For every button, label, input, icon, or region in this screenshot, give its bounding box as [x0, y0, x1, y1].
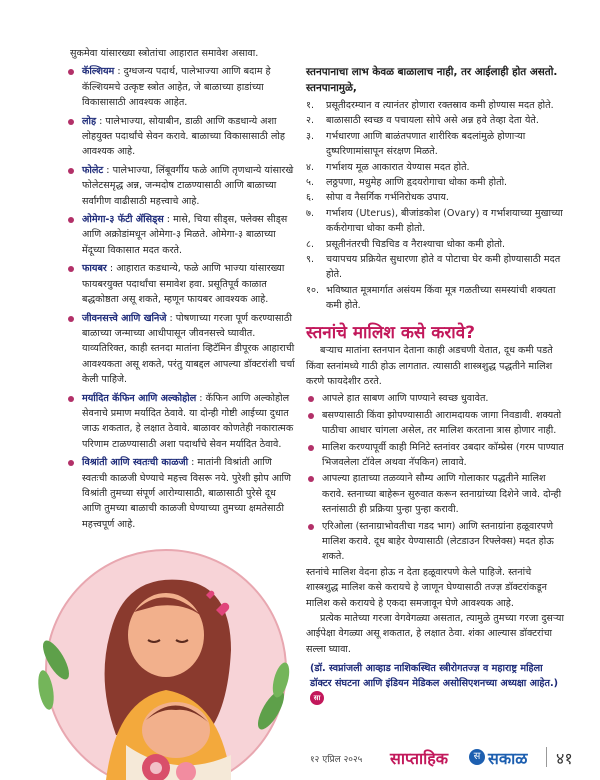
list-item — [306, 160, 564, 175]
item-text: : पालेभाज्या, सोयाबीन, डाळी आणि कडधान्ये अशा लोहयुक्त पदार्थांचे सेवन करावे. बाळाच्या विकासासाठी लोह आवश्यक आहे. — [82, 115, 285, 158]
item-term: मर्यादित कॅफिन आणि अल्कोहोल — [82, 392, 197, 404]
paragraph: प्रत्येक मातेच्या गरजा वेगवेगळ्या असतात, त्यामुळे तुमच्या गरजा दुसऱ्या आईपेक्षा वेगळ्या असू शकतात, हे लक्षात ठेवा. शंका आल्यास डॉक्टरांचा सल्ला घ्यावा. — [306, 613, 564, 655]
bullet-icon — [308, 445, 314, 451]
benefits-list — [306, 98, 564, 314]
item-text: चयापचय प्रक्रियेत सुधारणा होते व पोटाचा घेर कमी होण्यासाठी मदत होते. — [326, 254, 561, 281]
item-text: : पालेभाज्या, लिंबूवर्गीय फळे आणि तृणधान्ये यांसारखे फोलेटसमृद्ध अन्न, जन्मदोष टाळण्यासाठी आणि बाळाच्या सर्वांगीण वाढीसाठी महत्त्वाचे आहे. — [82, 164, 294, 207]
item-term: कॅल्शियम — [82, 66, 115, 78]
item-term: विश्रांती आणि स्वतःची काळजी — [82, 457, 189, 469]
item-text: एरिओला (स्तनाग्राभोवतीचा गडद भाग) आणि स्तनाग्रांना हळूवारपणे मालिश करावे. दूध बाहेर येण्यासाठी (लेटडाउन रिफ्लेक्स) मदत होऊ शकते. — [322, 520, 554, 563]
item-term: फायबर — [82, 263, 107, 275]
brand-name: सकाळ — [488, 749, 528, 768]
bullet-icon — [308, 476, 314, 482]
bullet-icon — [68, 217, 74, 223]
list-item — [306, 98, 564, 113]
item-text: : कॅफिन आणि अल्कोहोल सेवनाचे प्रमाण मर्यादित ठेवावे. या दोन्ही गोष्टी आईच्या दुधात जाऊ शकतात, हे लक्षात ठेवावे. बाळावर कोणतेही नकारात्मक परिणाम टाळण्यासाठी अशा पदार्थांचे सेवन मर्यादित ठेवावे. — [82, 392, 294, 450]
list-item — [306, 283, 564, 314]
page-footer — [306, 745, 600, 771]
list-item — [306, 519, 564, 565]
left-column — [70, 46, 296, 532]
list-item — [306, 440, 564, 471]
item-term: ओमेगा-३ फॅटी ॲसिड्स — [82, 214, 164, 226]
item-text: आपल्या हाताच्या तळव्याने सौम्य आणि गोलाकार पद्धतीने मालिश करावे. स्तनाच्या बाहेरून सुरुवात करून स्तनाग्रांच्या दिशेने जावे. दोन्ही स्तनांसाठी ही प्रक्रिया पुन्हा पुन्हा करावी. — [322, 473, 562, 516]
item-number: ४. — [306, 161, 315, 173]
author-note — [306, 661, 564, 706]
bullet-icon — [68, 266, 74, 272]
bullet-icon — [68, 396, 74, 402]
list-item — [70, 391, 296, 453]
list-item — [306, 129, 564, 160]
massage-intro: बऱ्याच मातांना स्तनपान देताना काही अडचणी येतात, दूध कमी पडते किंवा स्तनांमध्ये गाठी होऊ लागतात. त्यासाठी शास्त्रशुद्ध पद्धतीने मालिश करणे फायदेशीर ठरते. — [306, 345, 553, 387]
mother-baby-illustration — [16, 540, 306, 780]
bullet-icon — [308, 396, 314, 402]
bullet-icon — [308, 524, 314, 530]
list-item — [306, 391, 564, 406]
left-intro: सुकमेवा यांसारख्या स्त्रोतांचा आहारात समावेश असावा. — [70, 48, 259, 59]
item-term: लोह — [82, 115, 97, 127]
item-text: : आहारात कडधान्ये, फळे आणि भाज्या यांसारख्या फायबरयुक्त पदार्थांचा समावेश हवा. प्रसूतिपूर्व काळात बद्धकोष्ठता असू शकते, म्हणून फायबर आवश्यक आहे. — [82, 263, 285, 306]
item-number: ७. — [306, 207, 315, 219]
list-item — [70, 261, 296, 307]
list-item — [306, 471, 564, 517]
item-text: प्रसूतीनंतरची चिडचिड व नैराश्याचा धोका कमी होतो. — [326, 238, 506, 250]
list-item — [306, 190, 564, 205]
item-number: ३. — [306, 130, 315, 142]
item-text: मालिश करण्यापूर्वी काही मिनिटे स्तनांवर उबदार कॉम्प्रेस (गरम पाण्यात भिजवलेला टॉवेल अथवा नॅपकिन) लावावे. — [322, 441, 564, 468]
item-text: आपले हात साबण आणि पाण्याने स्वच्छ धुवावेत. — [322, 393, 489, 405]
right-column — [306, 64, 564, 706]
item-text: : मातांनी विश्रांती आणि स्वतःची काळजी घेण्याचे महत्त्व विसरू नये. पुरेशी झोप आणि विश्रांती तुमच्या संपूर्ण आरोग्यासाठी, बाळासाठी पुरेसे दूध आणि तुमच्या बाळाची काळजी घेण्याच्या तुमच्या क्षमतेसाठी महत्त्वपूर्ण आहे. — [82, 457, 291, 530]
list-item — [306, 113, 564, 128]
baby-head — [142, 702, 210, 758]
item-number: १०. — [306, 284, 320, 296]
list-item — [306, 175, 564, 190]
item-text: बाळासाठी स्वच्छ व पचायला सोपे असे अन्न हवे तेव्हा देता येते. — [326, 115, 539, 127]
item-text: प्रसूतीदरम्यान व त्यानंतर होणारा रक्तस्राव कमी होण्यास मदत होते. — [326, 100, 554, 111]
item-number: ८. — [306, 238, 315, 250]
list-item — [70, 64, 296, 110]
item-text: गर्भधारणा आणि बाळंतपणात शारीरिक बदलांमुळे होणाऱ्या दुष्परिणामांसापून संरक्षण मिळते. — [326, 130, 526, 158]
item-term: फोलेट — [82, 164, 104, 176]
item-number: २. — [306, 115, 315, 127]
paragraph: स्तनांचे मालिश वेदना होऊ न देता हळूवारपणे केले पाहिजे. स्तनांचे शास्त्रशुद्ध मालिश कसे करायचे हे जाणून घेण्यासाठी तज्ज्ञ डॉक्टरांकडून मालिश कसे करायचे हे एकदा समजावून घेणे आवश्यक आहे. — [306, 566, 547, 609]
massage-title: स्तनांचे मालिश कसे करावे? — [306, 322, 476, 343]
page-number: ४१ — [556, 749, 573, 768]
divider — [546, 747, 547, 767]
item-text: सोपा व नैसर्गिक गर्भनिरोधक उपाय. — [326, 192, 449, 204]
list-item — [70, 114, 296, 160]
sa-mark-icon: सा — [310, 691, 324, 705]
item-text: भविष्यात मूत्रमार्गात असंयम किंवा मूत्र गळतीच्या समस्यांची शक्यता कमी होते. — [326, 284, 556, 312]
bullet-icon — [308, 413, 314, 419]
list-item — [306, 237, 564, 252]
item-text: गर्भाशय (Uterus), बीजांडकोश (Ovary) व गर्भाशयाच्या मुखाच्या कर्करोगाचा धोका कमी होतो. — [326, 207, 563, 235]
author-text: (डॉ. स्वप्नांजली आव्हाड नाशिकस्थित स्त्रीरोगतज्ज्ञ व महाराष्ट्र महिला डॉक्टर संघटना आणि इंडियन मेडिकल असोसिएशनच्या अध्यक्षा आहेत.) — [310, 663, 558, 690]
list-item — [70, 455, 296, 532]
bullet-icon — [68, 316, 74, 322]
bullet-icon — [68, 119, 74, 125]
item-text: : मासे, चिया सीड्स, फ्लेक्स सीड्स आणि अक्रोडांमधून ओमेगा-३ मिळते. ओमेगा-३ बाळाच्या मेंदूच्या विकासात मदत करते. — [82, 214, 288, 256]
mother-face — [128, 593, 204, 677]
item-number: ६. — [306, 192, 315, 204]
bullet-icon — [68, 460, 74, 466]
list-item — [306, 408, 564, 439]
massage-steps — [306, 391, 564, 564]
item-number: ९. — [306, 254, 315, 266]
list-item — [70, 311, 296, 388]
magazine-name: साप्ताहिक — [390, 749, 449, 768]
sakal-logo-icon: स — [469, 749, 485, 765]
item-text: लठ्ठपणा, मधुमेह आणि हृदयरोगाचा धोका कमी होतो. — [326, 177, 508, 189]
nutrient-list — [70, 64, 296, 532]
list-item — [70, 212, 296, 258]
bullet-icon — [68, 168, 74, 174]
item-text: बसण्यासाठी किंवा झोपण्यासाठी आरामदायक जागा निवडावी. शक्यतो पाठीचा आधार चांगला असेल, तर मालिश करताना त्रास होणार नाही. — [322, 409, 562, 437]
benefits-heading: स्तनपानाचा लाभ केवळ बाळालाच नाही, तर आईलाही होत असतो. स्तनपानामुळे, — [306, 66, 558, 94]
item-number: १. — [306, 100, 315, 111]
list-item — [70, 163, 296, 209]
item-text: गर्भाशय मूळ आकारात येण्यास मदत होते. — [326, 161, 470, 173]
item-text: : दुग्धजन्य पदार्थ, पालेभाज्या आणि बदाम हे कॅल्शियमचे उत्कृष्ट स्त्रोत आहेत, जे बाळाच्या हाडांच्या विकासासाठी आवश्यक आहेत. — [82, 66, 271, 109]
item-text: : पोषणाच्या गरजा पूर्ण करण्यासाठी बाळाच्या जन्माच्या आधीपासून जीवनसत्त्वे घ्यावीत. याव्यतिरिक्त, काही स्तनदा मातांना व्हिटॅमिन डीपूरक आहाराची आवश्यकता असू शकते, परंतु याबद्दल आपल्या डॉक्टरांशी चर्चा केली पाहिजे. — [82, 312, 295, 386]
bullet-icon — [68, 69, 74, 75]
list-item — [306, 252, 564, 283]
item-term: जीवनसत्त्वे आणि खनिजे — [82, 312, 167, 324]
list-item — [306, 206, 564, 237]
item-number: ५. — [306, 177, 315, 189]
issue-date: १२ एप्रिल २०२५ — [310, 755, 363, 765]
